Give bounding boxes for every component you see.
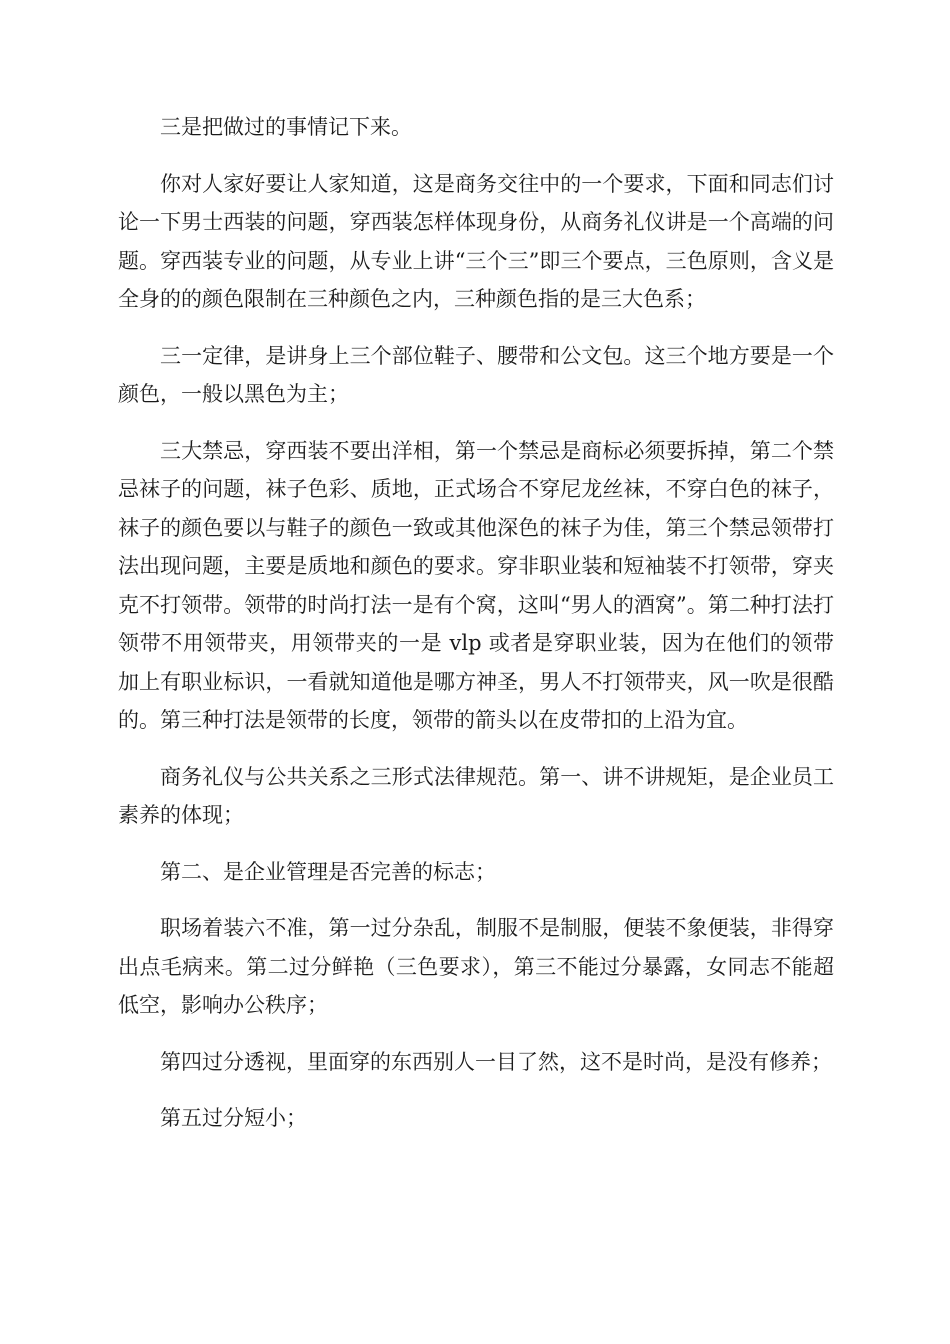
paragraph: 第四过分透视，里面穿的东西别人一目了然，这不是时尚，是没有修养；	[160, 1049, 832, 1074]
paragraph: 职场着装六不准，第一过分杂乱，制服不是制服，便装不象便装，非得穿出点毛病来。第二过分鲜艳（三色要求），第三不能过分暴露，女同志不能超低空，影响办公秩序；	[118, 916, 834, 1017]
document-page	[118, 108, 834, 1156]
paragraph: 三大禁忌，穿西装不要出洋相，第一个禁忌是商标必须要拆掉，第二个禁忌袜子的问题，袜子色彩、质地，正式场合不穿尼龙丝袜，不穿白色的袜子，袜子的颜色要以与鞋子的颜色一致或其他深色的袜子为佳，第三个禁忌领带打法出现问题，主要是质地和颜色的要求。穿非职业装和短袖装不打领带，穿夹克不打领带。领带的时尚打法一是有个窝，这叫“男人的酒窝”。第二种打法打领带不用领带夹，用领带夹的一是 vlp 或者是穿职业装，因为在他们的领带加上有职业标识，一看就知道他是哪方神圣，男人不打领带夹，风一吹是很酷的。第三种打法是领带的长度，领带的箭头以在皮带扣的上沿为宜。	[118, 438, 834, 732]
paragraph: 第二、是企业管理是否完善的标志；	[160, 859, 496, 884]
paragraph: 你对人家好要让人家知道，这是商务交往中的一个要求，下面和同志们讨论一下男士西装的问题，穿西装怎样体现身份，从商务礼仪讲是一个高端的问题。穿西装专业的问题，从专业上讲“三个三”即三个要点，三色原则，含义是全身的的颜色限制在三种颜色之内，三种颜色指的是三大色系；	[118, 171, 834, 311]
paragraph: 三是把做过的事情记下来。	[160, 115, 412, 139]
paragraph: 第五过分短小；	[160, 1106, 307, 1130]
paragraph: 三一定律，是讲身上三个部位鞋子、腰带和公文包。这三个地方要是一个颜色，一般以黑色为主；	[118, 343, 834, 406]
paragraph: 商务礼仪与公共关系之三形式法律规范。第一、讲不讲规矩，是企业员工素养的体现；	[118, 764, 834, 827]
